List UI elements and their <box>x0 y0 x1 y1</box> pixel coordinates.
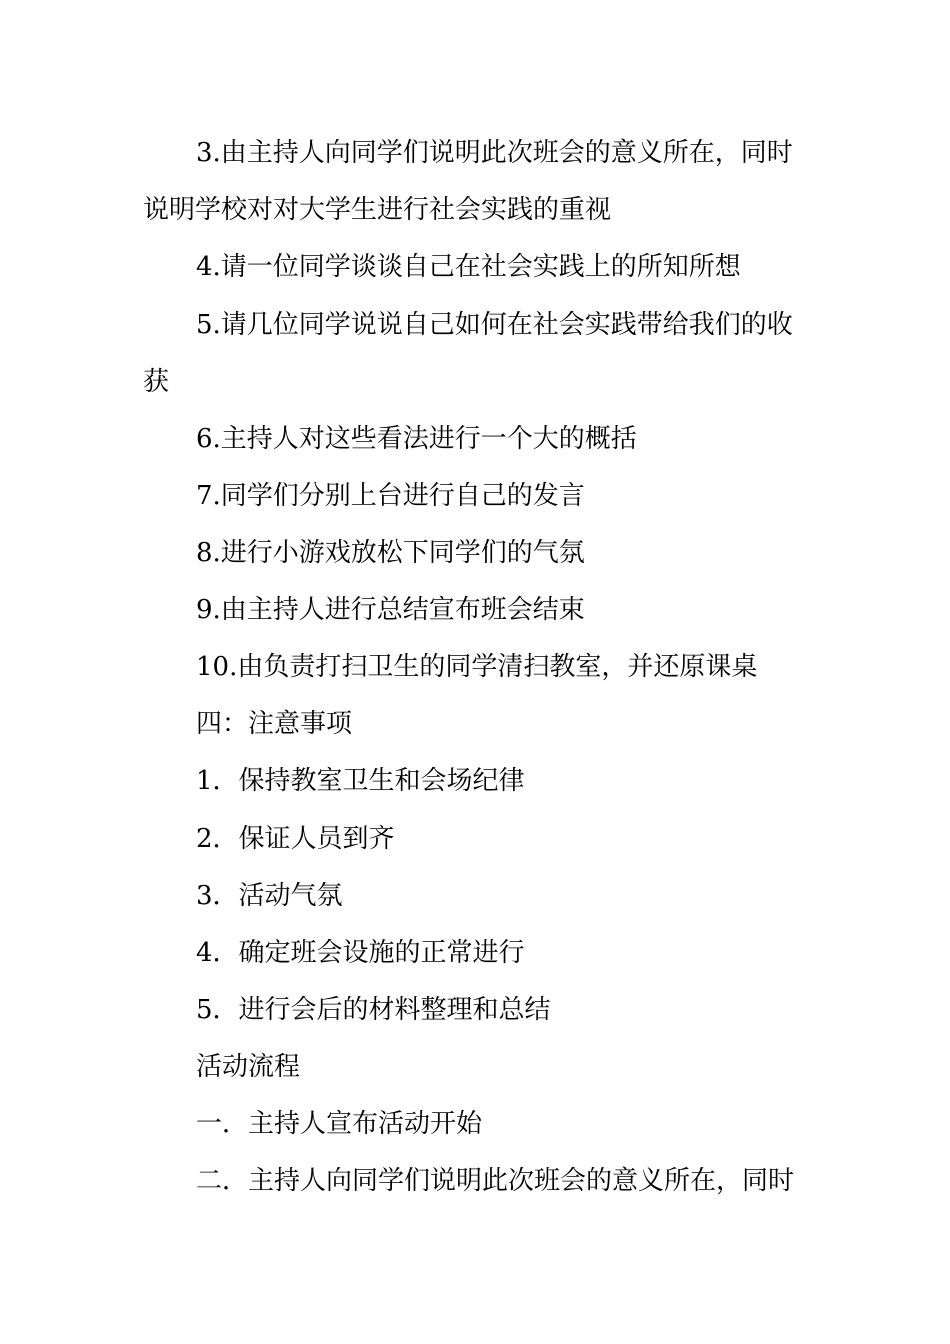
paragraph-line: 3.由主持人向同学们说明此次班会的意义所在，同时 <box>196 138 793 168</box>
paragraph-line: 4.请一位同学谈谈自己在社会实践上的所知所想 <box>196 252 741 282</box>
paragraph-line: 获 <box>143 367 170 397</box>
list-item: 一．主持人宣布活动开始 <box>196 1109 483 1139</box>
paragraph-line: 6.主持人对这些看法进行一个大的概括 <box>196 424 637 454</box>
list-item: 二．主持人向同学们说明此次班会的意义所在，同时 <box>196 1166 795 1196</box>
section-heading: 活动流程 <box>196 1052 301 1082</box>
list-item: 4．确定班会设施的正常进行 <box>196 938 525 968</box>
list-item: 3．活动气氛 <box>196 881 343 911</box>
paragraph-line: 5.请几位同学说说自己如何在社会实践带给我们的收 <box>196 310 793 340</box>
paragraph-line: 9.由主持人进行总结宣布班会结束 <box>196 595 585 625</box>
list-item: 2．保证人员到齐 <box>196 824 395 854</box>
list-item: 1．保持教室卫生和会场纪律 <box>196 766 525 796</box>
paragraph-line: 说明学校对对大学生进行社会实践的重视 <box>143 195 612 225</box>
paragraph-line: 8.进行小游戏放松下同学们的气氛 <box>196 538 585 568</box>
list-item: 5．进行会后的材料整理和总结 <box>196 995 551 1025</box>
section-heading: 四：注意事项 <box>196 709 353 739</box>
paragraph-line: 7.同学们分别上台进行自己的发言 <box>196 481 585 511</box>
paragraph-line: 10.由负责打扫卫生的同学清扫教室，并还原课桌 <box>196 652 758 682</box>
